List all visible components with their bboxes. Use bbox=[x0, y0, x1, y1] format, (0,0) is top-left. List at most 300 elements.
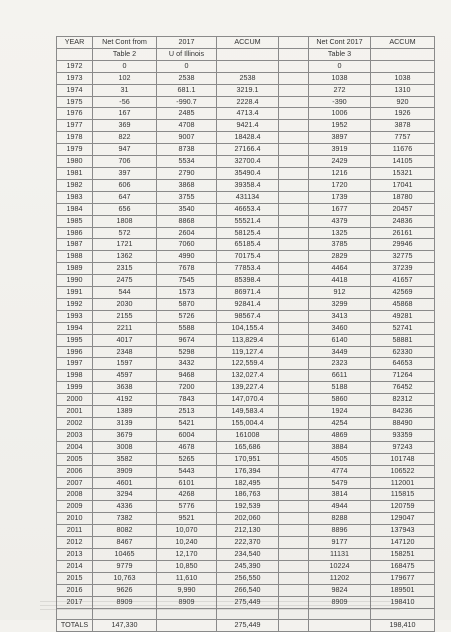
header-net-cont-2017: Net Cont 2017 bbox=[309, 37, 371, 49]
row-spacer bbox=[279, 465, 309, 477]
cell-net17: 272 bbox=[309, 84, 371, 96]
row-spacer bbox=[279, 132, 309, 144]
cell-net17: 1924 bbox=[309, 406, 371, 418]
table-row bbox=[57, 477, 435, 489]
cell-year: 1973 bbox=[57, 72, 93, 84]
table-row bbox=[57, 489, 435, 501]
cell-accum: 147,070.4 bbox=[217, 394, 279, 406]
cell-accum: 234,540 bbox=[217, 548, 279, 560]
cell-accum2: 24836 bbox=[371, 215, 435, 227]
cell-net: 2211 bbox=[93, 322, 157, 334]
cell-net17: 4464 bbox=[309, 263, 371, 275]
row-spacer bbox=[279, 108, 309, 120]
cell-net17: 2829 bbox=[309, 251, 371, 263]
table-row bbox=[57, 418, 435, 430]
cell-net17: 3449 bbox=[309, 346, 371, 358]
cell-accum2: 49281 bbox=[371, 310, 435, 322]
cell-net17: 912 bbox=[309, 287, 371, 299]
cell-uofi: 7200 bbox=[157, 382, 217, 394]
cell-net17: 4379 bbox=[309, 215, 371, 227]
cell-year: 1987 bbox=[57, 239, 93, 251]
table-row bbox=[57, 453, 435, 465]
header-row-1 bbox=[57, 37, 435, 49]
cell-year: 2013 bbox=[57, 548, 93, 560]
cell-year: 1998 bbox=[57, 370, 93, 382]
row-spacer bbox=[279, 239, 309, 251]
cell-accum: 104,155.4 bbox=[217, 322, 279, 334]
cell-accum: 35490.4 bbox=[217, 167, 279, 179]
cell-net17: 2323 bbox=[309, 358, 371, 370]
cell-net: 2348 bbox=[93, 346, 157, 358]
cell-year: 1995 bbox=[57, 334, 93, 346]
cell-net: 1721 bbox=[93, 239, 157, 251]
table-row bbox=[57, 334, 435, 346]
cell-year: 2004 bbox=[57, 441, 93, 453]
cell-net: 822 bbox=[93, 132, 157, 144]
cell-accum: 55521.4 bbox=[217, 215, 279, 227]
cell-uofi: -990.7 bbox=[157, 96, 217, 108]
row-spacer bbox=[279, 72, 309, 84]
cell-year: 1990 bbox=[57, 275, 93, 287]
table-row bbox=[57, 441, 435, 453]
cell-net17: 3884 bbox=[309, 441, 371, 453]
cell-year: 2011 bbox=[57, 525, 93, 537]
cell-accum: 245,390 bbox=[217, 560, 279, 572]
cell-net: 4336 bbox=[93, 501, 157, 513]
cell-net: 8467 bbox=[93, 537, 157, 549]
row-spacer bbox=[279, 418, 309, 430]
row-spacer bbox=[279, 501, 309, 513]
cell-year: 2001 bbox=[57, 406, 93, 418]
cell-uofi: 2538 bbox=[157, 72, 217, 84]
cell-uofi: 5726 bbox=[157, 310, 217, 322]
cell-year: 1992 bbox=[57, 298, 93, 310]
cell-accum2: 3878 bbox=[371, 120, 435, 132]
cell-net: -56 bbox=[93, 96, 157, 108]
row-spacer bbox=[279, 167, 309, 179]
cell-net17: 1677 bbox=[309, 203, 371, 215]
cell-uofi: 6004 bbox=[157, 429, 217, 441]
cell-net: 0 bbox=[93, 60, 157, 72]
cell-accum: 222,370 bbox=[217, 537, 279, 549]
table-row bbox=[57, 227, 435, 239]
cell-net: 606 bbox=[93, 179, 157, 191]
cell-uofi: 3540 bbox=[157, 203, 217, 215]
cell-net17: 4869 bbox=[309, 429, 371, 441]
cell-year: 2006 bbox=[57, 465, 93, 477]
table-row bbox=[57, 548, 435, 560]
table-row bbox=[57, 370, 435, 382]
row-spacer bbox=[279, 346, 309, 358]
cell-accum2: 71264 bbox=[371, 370, 435, 382]
cell-net17: 4418 bbox=[309, 275, 371, 287]
row-spacer bbox=[279, 322, 309, 334]
cell-accum2: 20457 bbox=[371, 203, 435, 215]
cell-uofi: 4708 bbox=[157, 120, 217, 132]
cell-year: 1999 bbox=[57, 382, 93, 394]
row-spacer bbox=[279, 298, 309, 310]
cell-uofi: 8868 bbox=[157, 215, 217, 227]
cell-net17: 4944 bbox=[309, 501, 371, 513]
cell-accum: 212,130 bbox=[217, 525, 279, 537]
row-spacer bbox=[279, 144, 309, 156]
header-table3: Table 3 bbox=[309, 48, 371, 60]
cell-accum2: 64653 bbox=[371, 358, 435, 370]
cell-net17: 9824 bbox=[309, 584, 371, 596]
cell-accum: 32700.4 bbox=[217, 156, 279, 168]
cell-year: 1989 bbox=[57, 263, 93, 275]
header-blank bbox=[217, 48, 279, 60]
cell-uofi: 5870 bbox=[157, 298, 217, 310]
cell-year: 1974 bbox=[57, 84, 93, 96]
cell-net: 3638 bbox=[93, 382, 157, 394]
table-row bbox=[57, 179, 435, 191]
cell-net: 2475 bbox=[93, 275, 157, 287]
cell-accum: 86971.4 bbox=[217, 287, 279, 299]
table-row bbox=[57, 108, 435, 120]
table-row bbox=[57, 215, 435, 227]
row-spacer bbox=[279, 429, 309, 441]
cell-accum2: 82312 bbox=[371, 394, 435, 406]
row-spacer bbox=[279, 513, 309, 525]
cell-year: 2000 bbox=[57, 394, 93, 406]
cell-uofi: 7545 bbox=[157, 275, 217, 287]
cell-net: 9779 bbox=[93, 560, 157, 572]
row-spacer bbox=[279, 227, 309, 239]
cell-year: 2007 bbox=[57, 477, 93, 489]
row-spacer bbox=[279, 96, 309, 108]
cell-accum2: 58881 bbox=[371, 334, 435, 346]
cell-uofi: 4990 bbox=[157, 251, 217, 263]
row-spacer bbox=[279, 525, 309, 537]
cell-accum bbox=[217, 60, 279, 72]
cell-year: 2017 bbox=[57, 596, 93, 608]
cell-accum2: 1038 bbox=[371, 72, 435, 84]
cell-accum2: 101748 bbox=[371, 453, 435, 465]
cell-year: 2003 bbox=[57, 429, 93, 441]
cell-net17: 6140 bbox=[309, 334, 371, 346]
cell-year: 1993 bbox=[57, 310, 93, 322]
table-row bbox=[57, 298, 435, 310]
cell-accum: 170,951 bbox=[217, 453, 279, 465]
cell-year: 1984 bbox=[57, 203, 93, 215]
cell-uofi: 10,240 bbox=[157, 537, 217, 549]
table-row bbox=[57, 167, 435, 179]
row-spacer bbox=[279, 191, 309, 203]
cell-net: 2030 bbox=[93, 298, 157, 310]
row-spacer bbox=[279, 572, 309, 584]
cell-net: 4192 bbox=[93, 394, 157, 406]
cell-accum2: 112001 bbox=[371, 477, 435, 489]
cell-accum: 85398.4 bbox=[217, 275, 279, 287]
cell-accum: 2538 bbox=[217, 72, 279, 84]
table-row bbox=[57, 120, 435, 132]
cell-accum: 70175.4 bbox=[217, 251, 279, 263]
cell-net17: 0 bbox=[309, 60, 371, 72]
cell-accum2: 120759 bbox=[371, 501, 435, 513]
table-row bbox=[57, 513, 435, 525]
table-row bbox=[57, 429, 435, 441]
cell-accum: 176,394 bbox=[217, 465, 279, 477]
cell-net17: 4254 bbox=[309, 418, 371, 430]
cell-net: 167 bbox=[93, 108, 157, 120]
cell-uofi: 0 bbox=[157, 60, 217, 72]
cell-accum: 58125.4 bbox=[217, 227, 279, 239]
header-blank bbox=[371, 48, 435, 60]
totals-uofi bbox=[157, 620, 217, 632]
cell-net17: 5860 bbox=[309, 394, 371, 406]
cell-net: 3679 bbox=[93, 429, 157, 441]
cell-net17: 1952 bbox=[309, 120, 371, 132]
cell-net: 1389 bbox=[93, 406, 157, 418]
cell-uofi: 9674 bbox=[157, 334, 217, 346]
cell-accum: 165,686 bbox=[217, 441, 279, 453]
row-spacer bbox=[279, 358, 309, 370]
cell-accum: 46653.4 bbox=[217, 203, 279, 215]
table-row bbox=[57, 60, 435, 72]
table-row bbox=[57, 584, 435, 596]
cell-year: 1972 bbox=[57, 60, 93, 72]
totals-net17 bbox=[309, 620, 371, 632]
cell-net17: 8896 bbox=[309, 525, 371, 537]
cell-net17: 11131 bbox=[309, 548, 371, 560]
cell-accum2: 1310 bbox=[371, 84, 435, 96]
cell-accum2: 14105 bbox=[371, 156, 435, 168]
totals-row bbox=[57, 620, 435, 632]
cell-accum2: 41657 bbox=[371, 275, 435, 287]
cell-net17: 3919 bbox=[309, 144, 371, 156]
header-row-2 bbox=[57, 48, 435, 60]
cell-net: 8082 bbox=[93, 525, 157, 537]
table-row bbox=[57, 310, 435, 322]
table-row bbox=[57, 96, 435, 108]
row-spacer bbox=[279, 477, 309, 489]
table-row bbox=[57, 239, 435, 251]
cell-accum2: 29946 bbox=[371, 239, 435, 251]
row-spacer bbox=[279, 406, 309, 418]
cell-year: 1979 bbox=[57, 144, 93, 156]
cell-uofi: 681.1 bbox=[157, 84, 217, 96]
cell-net17: 5479 bbox=[309, 477, 371, 489]
cell-accum: 266,540 bbox=[217, 584, 279, 596]
cell-year: 1982 bbox=[57, 179, 93, 191]
cell-net17: 4505 bbox=[309, 453, 371, 465]
cell-net: 10465 bbox=[93, 548, 157, 560]
cell-uofi: 3868 bbox=[157, 179, 217, 191]
cell-net17: 1216 bbox=[309, 167, 371, 179]
cell-net: 3582 bbox=[93, 453, 157, 465]
cell-net17: 1720 bbox=[309, 179, 371, 191]
cell-net: 656 bbox=[93, 203, 157, 215]
row-spacer bbox=[279, 251, 309, 263]
header-accum-2: ACCUM bbox=[371, 37, 435, 49]
cell-uofi: 7843 bbox=[157, 394, 217, 406]
row-spacer bbox=[279, 548, 309, 560]
row-spacer bbox=[279, 370, 309, 382]
cell-uofi: 5534 bbox=[157, 156, 217, 168]
cell-net17: -390 bbox=[309, 96, 371, 108]
cell-accum: 77853.4 bbox=[217, 263, 279, 275]
cell-accum: 119,127.4 bbox=[217, 346, 279, 358]
cell-year: 1986 bbox=[57, 227, 93, 239]
cell-uofi: 3432 bbox=[157, 358, 217, 370]
cell-accum2: 97243 bbox=[371, 441, 435, 453]
cell-accum2: 179677 bbox=[371, 572, 435, 584]
cell-uofi: 9007 bbox=[157, 132, 217, 144]
header-net-cont-from: Net Cont from bbox=[93, 37, 157, 49]
cell-uofi: 8909 bbox=[157, 596, 217, 608]
cell-net17: 8288 bbox=[309, 513, 371, 525]
row-spacer bbox=[279, 203, 309, 215]
cell-uofi: 7678 bbox=[157, 263, 217, 275]
row-spacer bbox=[279, 287, 309, 299]
cell-year: 1981 bbox=[57, 167, 93, 179]
table-row bbox=[57, 144, 435, 156]
cell-uofi: 9521 bbox=[157, 513, 217, 525]
cell-accum: 256,550 bbox=[217, 572, 279, 584]
cell-accum2: 189501 bbox=[371, 584, 435, 596]
row-spacer bbox=[279, 120, 309, 132]
cell-year: 1978 bbox=[57, 132, 93, 144]
cell-accum2: 7757 bbox=[371, 132, 435, 144]
cell-uofi: 11,610 bbox=[157, 572, 217, 584]
cell-net: 544 bbox=[93, 287, 157, 299]
cell-net: 572 bbox=[93, 227, 157, 239]
row-spacer bbox=[279, 394, 309, 406]
cell-accum2: 93359 bbox=[371, 429, 435, 441]
cell-net: 3008 bbox=[93, 441, 157, 453]
cell-accum2 bbox=[371, 60, 435, 72]
cell-uofi: 5776 bbox=[157, 501, 217, 513]
table-row bbox=[57, 465, 435, 477]
cell-net17: 1325 bbox=[309, 227, 371, 239]
cell-year: 1988 bbox=[57, 251, 93, 263]
cell-net17: 3785 bbox=[309, 239, 371, 251]
table-row bbox=[57, 406, 435, 418]
cell-year: 1976 bbox=[57, 108, 93, 120]
cell-accum2: 106522 bbox=[371, 465, 435, 477]
cell-net: 706 bbox=[93, 156, 157, 168]
row-spacer bbox=[279, 382, 309, 394]
cell-accum: 113,829.4 bbox=[217, 334, 279, 346]
cell-accum: 161008 bbox=[217, 429, 279, 441]
contribution-table bbox=[56, 36, 435, 632]
cell-net: 3909 bbox=[93, 465, 157, 477]
cell-uofi: 1573 bbox=[157, 287, 217, 299]
cell-net17: 3460 bbox=[309, 322, 371, 334]
cell-uofi: 8738 bbox=[157, 144, 217, 156]
cell-uofi: 2790 bbox=[157, 167, 217, 179]
cell-year: 1985 bbox=[57, 215, 93, 227]
cell-net17: 1038 bbox=[309, 72, 371, 84]
table-row bbox=[57, 572, 435, 584]
cell-accum: 182,495 bbox=[217, 477, 279, 489]
cell-uofi: 6101 bbox=[157, 477, 217, 489]
cell-accum2: 42569 bbox=[371, 287, 435, 299]
cell-accum2: 37239 bbox=[371, 263, 435, 275]
cell-uofi: 9468 bbox=[157, 370, 217, 382]
row-spacer bbox=[279, 453, 309, 465]
cell-net17: 1006 bbox=[309, 108, 371, 120]
row-spacer bbox=[279, 560, 309, 572]
cell-net17: 2429 bbox=[309, 156, 371, 168]
row-spacer bbox=[279, 263, 309, 275]
cell-net: 4017 bbox=[93, 334, 157, 346]
cell-net17: 3413 bbox=[309, 310, 371, 322]
table-row bbox=[57, 72, 435, 84]
cell-year: 1983 bbox=[57, 191, 93, 203]
table-row bbox=[57, 275, 435, 287]
cell-accum: 149,583.4 bbox=[217, 406, 279, 418]
cell-accum2: 198410 bbox=[371, 596, 435, 608]
table-row bbox=[57, 537, 435, 549]
row-spacer bbox=[279, 310, 309, 322]
cell-net: 10,763 bbox=[93, 572, 157, 584]
cell-net17: 4774 bbox=[309, 465, 371, 477]
cell-uofi: 2513 bbox=[157, 406, 217, 418]
cell-net: 1597 bbox=[93, 358, 157, 370]
cell-net: 3294 bbox=[93, 489, 157, 501]
cell-net17: 3814 bbox=[309, 489, 371, 501]
table-row bbox=[57, 84, 435, 96]
cell-net: 2155 bbox=[93, 310, 157, 322]
cell-net: 2315 bbox=[93, 263, 157, 275]
cell-accum2: 115815 bbox=[371, 489, 435, 501]
cell-uofi: 9,990 bbox=[157, 584, 217, 596]
cell-net: 31 bbox=[93, 84, 157, 96]
cell-accum: 27166.4 bbox=[217, 144, 279, 156]
cell-accum2: 84236 bbox=[371, 406, 435, 418]
cell-net17: 11202 bbox=[309, 572, 371, 584]
table-row bbox=[57, 251, 435, 263]
header-table2: Table 2 bbox=[93, 48, 157, 60]
cell-uofi: 2485 bbox=[157, 108, 217, 120]
cell-net: 102 bbox=[93, 72, 157, 84]
cell-uofi: 5298 bbox=[157, 346, 217, 358]
table-row bbox=[57, 358, 435, 370]
table-row bbox=[57, 560, 435, 572]
table-row bbox=[57, 287, 435, 299]
table-row bbox=[57, 263, 435, 275]
cell-uofi: 10,070 bbox=[157, 525, 217, 537]
row-spacer bbox=[279, 156, 309, 168]
cell-net: 397 bbox=[93, 167, 157, 179]
header-spacer bbox=[279, 48, 309, 60]
cell-net: 647 bbox=[93, 191, 157, 203]
cell-net17: 9177 bbox=[309, 537, 371, 549]
header-2017: 2017 bbox=[157, 37, 217, 49]
cell-year: 2016 bbox=[57, 584, 93, 596]
cell-accum: 122,559.4 bbox=[217, 358, 279, 370]
show-through-text bbox=[40, 598, 400, 614]
table-row bbox=[57, 394, 435, 406]
header-year: YEAR bbox=[57, 37, 93, 49]
header-u-of-illinois: U of Illinois bbox=[157, 48, 217, 60]
cell-uofi: 2604 bbox=[157, 227, 217, 239]
cell-accum: 98567.4 bbox=[217, 310, 279, 322]
cell-uofi: 4268 bbox=[157, 489, 217, 501]
cell-net: 8909 bbox=[93, 596, 157, 608]
cell-year: 1977 bbox=[57, 120, 93, 132]
table-row bbox=[57, 382, 435, 394]
totals-spacer bbox=[279, 620, 309, 632]
cell-accum2: 129047 bbox=[371, 513, 435, 525]
cell-net: 947 bbox=[93, 144, 157, 156]
cell-accum: 155,004.4 bbox=[217, 418, 279, 430]
cell-accum2: 45868 bbox=[371, 298, 435, 310]
cell-net: 4597 bbox=[93, 370, 157, 382]
row-spacer bbox=[279, 584, 309, 596]
